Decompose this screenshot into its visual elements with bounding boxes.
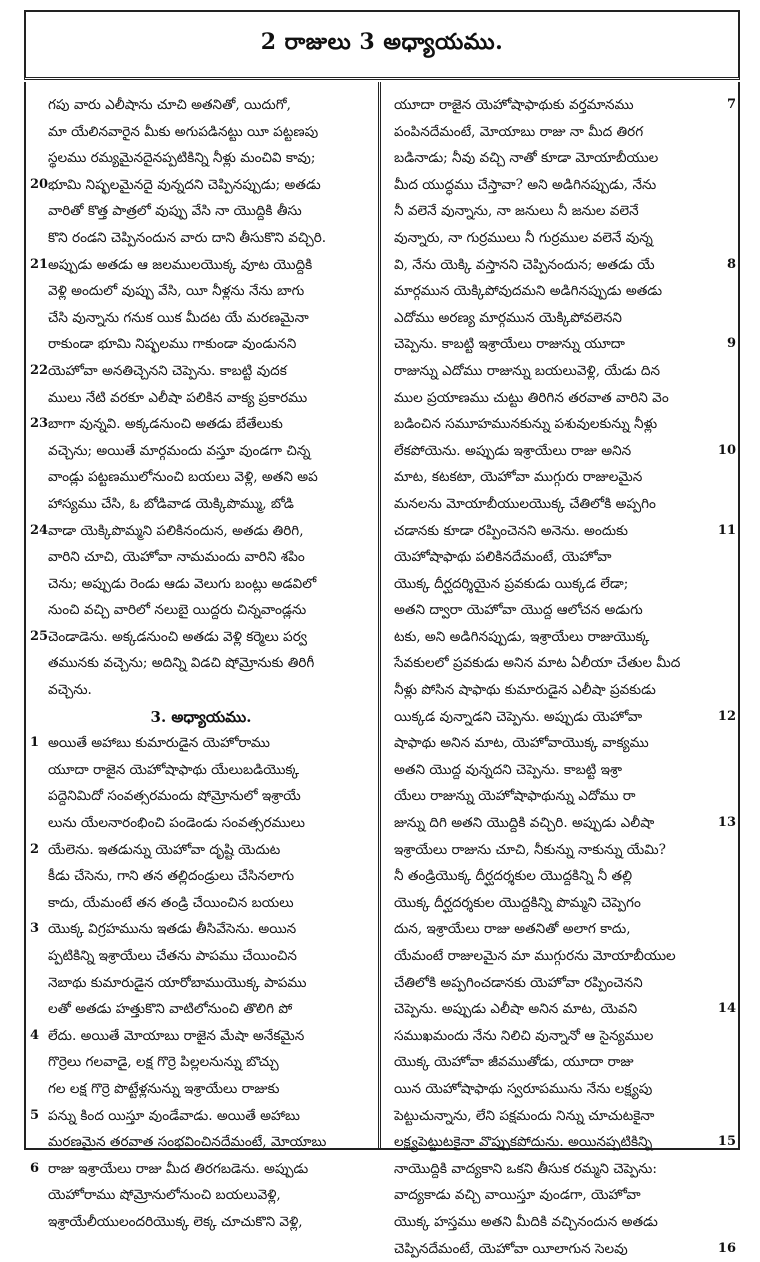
text-line: [392, 810, 736, 837]
text-line: [30, 385, 372, 412]
text-line: [30, 438, 372, 465]
line-text: వాడా యెక్కిపొమ్మని పలికినందున, అతడు తిరిగి,: [48, 522, 304, 539]
verse-number: 15: [717, 1134, 736, 1150]
text-line: [392, 438, 736, 465]
line-text: రాకుండా భూమి నిష్ఫలము గాకుండా వుండునని: [48, 336, 297, 353]
text-line: [392, 1129, 736, 1156]
text-line: [392, 198, 736, 225]
line-text: యిక్కడ వున్నాడని చెప్పెను. అప్పుడు యెహోవా: [394, 708, 643, 725]
line-text: బడినాడు; నీవు వచ్చి నాతో కూడా మోయాబీయుల: [394, 150, 659, 167]
line-text: పంపినదేమంటే, మోయాబు రాజు నా మీద తిరగ: [394, 123, 644, 140]
line-text: చడానకు కూడా రప్పించెనని అనెను. అందుకు: [394, 522, 628, 539]
text-line: [30, 996, 372, 1023]
line-text: చెప్పెను. కాబట్టి ఇశ్రాయేలు రాజున్ను యూదా: [394, 336, 625, 353]
text-line: [392, 92, 736, 119]
line-text: నుంచి వచ్చి వారిలో నలుబై యిద్దరు చిన్నవాండ్లను: [48, 602, 307, 619]
chapter-heading: [30, 704, 372, 731]
text-line: [392, 677, 736, 704]
line-text: చేతిలోకి అప్పగించడానకు యెహోవా రప్పించెనని: [394, 974, 643, 991]
line-text: లక్ష్యపెట్టుటకైనా వొప్పుకపోదును. అయినప్పటికిన్ని: [394, 1134, 653, 1151]
line-text: యెహోవా అనతిచ్చెనని చెప్పెను. కాబట్టి వుదక: [48, 362, 287, 379]
line-text: యొక్క దీర్ఘదర్శియైన ప్రవకుడు యిక్కడ లేడా;: [394, 575, 629, 592]
text-line: [392, 518, 736, 545]
text-line: [392, 385, 736, 412]
line-text: నీళ్లు పోసిన షాఫాథు కుమారుడైన ఎలీషా ప్రవకుడు: [394, 682, 656, 699]
verse-number: 20: [30, 176, 49, 192]
text-line: [392, 571, 736, 598]
line-text: మాట, కటకటా, యెహోవా ముగ్గురు రాజులమైన: [394, 469, 643, 486]
text-line: [392, 1103, 736, 1130]
text-line: [30, 1129, 372, 1156]
line-text: వి, నేను యెక్కి వస్తానని చెప్పినందున; అతడు యే: [394, 256, 655, 273]
line-text: వాద్యకాడు వచ్చి వాయిస్తూ వుండగా, యెహోవా: [394, 1187, 641, 1204]
verse-number: 13: [717, 815, 736, 831]
line-text: నాయొద్దికి వాద్యకాని ఒకని తీసుక రమ్మని చెప్పెను:: [394, 1160, 657, 1177]
line-text: యిన యెహోషాఫాథు స్వరూపమును నేను లక్ష్యపు: [394, 1080, 653, 1097]
line-text: టకు, అని అడిగినప్పుడు, ఇశ్రాయేలు రాజుయొక్క: [394, 628, 650, 645]
line-text: పన్ను కింద యిస్తూ వుండేవాడు. అయితే అహాబు: [48, 1107, 300, 1124]
line-text: అతని ద్వారా యెహోవా యొద్ద ఆలోచన అడుగు: [394, 602, 643, 619]
right-column: [392, 92, 736, 1262]
two-column-body: [24, 82, 740, 1257]
text-line: [392, 597, 736, 624]
line-text: అయితే అహాబు కుమారుడైన యెహోరాము: [48, 735, 270, 752]
text-line: [392, 970, 736, 997]
text-line: [392, 1209, 736, 1236]
text-line: [30, 411, 372, 438]
line-text: చెను; అప్పుడు రెండు ఆడు వెలుగు బంట్లు అడవిలో: [48, 575, 317, 592]
line-text: ఇశ్రాయేలు రాజును చూచి, నీకున్ను నాకున్ను యేమి?: [394, 841, 666, 858]
text-line: [30, 730, 372, 757]
line-text: బాగా వున్నవి. అక్కడనుంచి అతడు బేతేలుకు: [48, 416, 283, 433]
verse-number: 24: [30, 522, 49, 538]
line-text: రాజు ఇశ్రాయేలు రాజు మీద తిరగబడెను. అప్పుడు: [48, 1160, 309, 1177]
verse-number: 12: [717, 708, 736, 724]
line-text: ఇశ్రాయేలీయులందరియొక్క లెక్క చూచుకొని వెళ్లి,: [48, 1213, 303, 1230]
line-text: వచ్చెను; అయితే మార్గమందు వస్తూ వుండగా చిన్న: [48, 442, 311, 459]
verse-number: 8: [726, 256, 736, 272]
line-text: కీడు చేసెను, గాని తన తల్లిదండ్రులు చేసినలాగు: [48, 868, 295, 885]
text-line: [392, 544, 736, 571]
text-line: [30, 119, 372, 146]
text-line: [392, 278, 736, 305]
line-text: స్థలము రమ్యమైనదైనప్పటికిన్ని నీళ్లు మంచివి కావు;: [48, 150, 316, 167]
column-divider: [378, 82, 381, 1148]
text-line: [30, 464, 372, 491]
text-line: [30, 757, 372, 784]
line-text: సముఖమందు నేను నిలిచి వున్నానో ఆ సైన్యముల: [394, 1027, 654, 1044]
line-text: వారితో కొత్త పాత్రలో వుప్పు వేసి నా యొద్దికి తీసు: [48, 203, 302, 220]
line-text: వచ్చెను.: [48, 682, 92, 699]
verse-number: 4: [30, 1027, 40, 1043]
text-line: [30, 544, 372, 571]
text-line: [30, 1209, 372, 1236]
line-text: కాదు, యేమంటే తన తండ్రి చేయించిన బయలు: [48, 894, 294, 911]
verse-number: 10: [717, 442, 736, 458]
verse-number: 14: [717, 1001, 736, 1017]
line-text: గొర్రెలు గలవాడై, లక్ష గొర్రె పిల్లలనున్ను బొచ్చు: [48, 1054, 279, 1071]
line-text: సేవకులలో ప్రవకుడు అనిన మాట ఏలీయా చేతుల మీద: [394, 655, 681, 672]
verse-number: 16: [717, 1240, 736, 1256]
text-line: [392, 1049, 736, 1076]
text-line: [30, 810, 372, 837]
text-line: [392, 305, 736, 332]
text-line: [392, 624, 736, 651]
text-line: [392, 1156, 736, 1183]
line-text: యొక్క దీర్ఘదర్శకుల యొద్దకిన్ని పొమ్మని చెప్పెగం: [394, 894, 641, 911]
text-line: [30, 677, 372, 704]
text-line: [30, 943, 372, 970]
line-text: యూదా రాజైన యెహోషాఫాథుకు వర్తమానము: [394, 97, 634, 113]
line-text: ప్పటికిన్ని ఇశ్రాయేలు చేతను పాపము చేయించిన: [48, 948, 297, 964]
text-line: [392, 1076, 736, 1103]
line-text: యెహోషాఫాథు పలికినదేమంటే, యెహోవా: [394, 549, 612, 566]
text-line: [392, 863, 736, 890]
text-line: [30, 624, 372, 651]
line-text: భూమి నిష్ఫలమైనదై వున్నదని చెప్పినప్పుడు; అతడు: [48, 176, 321, 193]
verse-number: 6: [30, 1160, 40, 1176]
line-text: అప్పుడు అతడు ఆ జలములయొక్క వూట యొద్దికి: [48, 256, 313, 273]
line-text: బడించిన సమూహమునకున్ను పశువులకున్ను నీళ్లు: [394, 416, 658, 433]
text-line: [30, 278, 372, 305]
bible-page: [14, 10, 746, 1257]
line-text: ఎదోము అరణ్య మార్గమున యెక్కిపోవలెనని: [394, 309, 622, 326]
text-line: [392, 890, 736, 917]
text-line: [392, 331, 736, 358]
text-line: [30, 1023, 372, 1050]
verse-number: 7: [726, 97, 736, 112]
text-line: [30, 1076, 372, 1103]
text-line: [392, 411, 736, 438]
text-line: [392, 1023, 736, 1050]
text-line: [392, 1236, 736, 1262]
text-line: [392, 172, 736, 199]
text-line: [392, 943, 736, 970]
text-line: [30, 252, 372, 279]
text-line: [30, 650, 372, 677]
text-line: [30, 225, 372, 252]
text-line: [392, 119, 736, 146]
text-line: [392, 996, 736, 1023]
text-line: [392, 916, 736, 943]
verse-number: 1: [30, 735, 40, 751]
text-line: [30, 1182, 372, 1209]
line-text: చేసి వున్నాను గనుక యిక మీదట యే మరణమైనా: [48, 309, 309, 326]
text-line: [30, 1156, 372, 1183]
page-title: 2 రాజులు 3 అధ్యాయము.: [260, 29, 504, 55]
line-text: యొక్క యెహోవా జీవముతోడు, యూదా రాజు: [394, 1054, 634, 1071]
line-text: జున్ను దిగి అతని యొద్దికి వచ్చిరి. అప్పుడు ఎలీషా: [394, 815, 655, 832]
line-text: మీద యుద్ధము చేస్తావా? అని అడిగినప్పుడు, నేను: [394, 176, 657, 193]
line-text: లేకపోయెను. అప్పుడు ఇశ్రాయేలు రాజు అనిన: [394, 442, 632, 459]
line-text: హాస్యము చేసి, ఓ బోడివాడ యెక్కిపొమ్ము, బోడి: [48, 495, 294, 512]
text-line: [30, 571, 372, 598]
line-text: వెళ్లి అందులో వుప్పు వేసి, యీ నీళ్లను నేను బాగు: [48, 283, 305, 300]
text-line: [392, 358, 736, 385]
line-text: తమునకు వచ్చెను; అదిన్ని విడచి షోమ్రోనుకు తిరిగీ: [48, 655, 315, 672]
line-text: మా యేలినవారైన మీకు అగుపడినట్టు యీ పట్టణపు: [48, 123, 319, 140]
text-line: [30, 1049, 372, 1076]
verse-number: 25: [30, 628, 49, 644]
line-text: గపు వారు ఎలీషాను చూచి అతనితో, యిదుగో,: [48, 97, 291, 113]
verse-number: 9: [726, 336, 736, 352]
line-text: నీ వలెనే వున్నాను, నా జనులు నీ జనుల వలెనే: [394, 203, 639, 220]
line-text: యేలెను. ఇతడున్ను యెహోవా దృష్టి యెదుట: [48, 841, 281, 858]
verse-number: 11: [717, 522, 736, 538]
line-text: యెహోరాము షోమ్రోనులోనుంచి బయలువెళ్లి,: [48, 1187, 281, 1204]
line-text: మనలను మోయాబీయులయొక్క చేతిలోకి అప్పగిం: [394, 495, 656, 512]
text-line: [30, 305, 372, 332]
line-text: లును యేలనారంభించి పండెండు సంవత్సరములు: [48, 815, 305, 832]
text-line: [392, 491, 736, 518]
line-text: నీ తండ్రియొక్క దీర్ఘదర్శకుల యొద్దకిన్ని నీ తల్లి: [394, 868, 633, 885]
text-line: [30, 783, 372, 810]
line-text: చెప్పినదేమంటే, యెహోవా యీలాగున సెలవు: [394, 1240, 628, 1257]
text-line: [30, 597, 372, 624]
line-text: అతని యొద్ద వున్నదని చెప్పెను. కాబట్టి ఇశ్రా: [394, 761, 622, 778]
line-text: దున, ఇశ్రాయేలు రాజు అతనితో అలాగ కాదు,: [394, 921, 631, 938]
verse-number: 22: [30, 362, 49, 378]
verse-number: 3: [30, 921, 40, 937]
text-line: [30, 92, 372, 119]
line-text: 3. అధ్యాయము.: [150, 707, 252, 726]
text-line: [30, 1103, 372, 1130]
line-text: యేమంటే రాజులమైన మా ముగ్గురను మోయాబీయుల: [394, 948, 676, 964]
line-text: యొక్క విగ్రహమును ఇతడు తీసివేసెను. అయిన: [48, 921, 297, 938]
line-text: పెట్టుచున్నాను, లేని పక్షమందు నిన్ను చూచుటకైనా: [394, 1107, 655, 1124]
line-text: మరణమైన తరవాత సంభవించినదేమంటే, మోయాబు: [48, 1134, 327, 1151]
text-line: [30, 145, 372, 172]
text-line: [392, 783, 736, 810]
line-text: షాఫాథు అనిన మాట, యెహోవాయొక్క వాక్యము: [394, 735, 649, 752]
line-text: వున్నారు, నా గుర్రములు నీ గుర్రముల వలెనే వున్న: [394, 229, 653, 246]
line-text: గల లక్ష గొర్రె పొట్టేళ్లనున్ను ఇశ్రాయేలు రాజుకు: [48, 1080, 280, 1097]
line-text: పద్దెనిమిదో సంవత్సరమందు షోమ్రోనులో ఇశ్రాయే: [48, 788, 301, 805]
verse-number: 23: [30, 416, 49, 432]
line-text: వాండ్లు పట్టణములోనుంచి బయలు వెళ్లి, అతని అప: [48, 469, 318, 486]
text-line: [392, 464, 736, 491]
text-line: [392, 704, 736, 731]
verse-number: 2: [30, 841, 40, 857]
text-line: [392, 145, 736, 172]
line-text: యొక్క హస్తము అతని మీదికి వచ్చినందున అతడు: [394, 1213, 658, 1230]
text-line: [30, 198, 372, 225]
text-line: [30, 331, 372, 358]
line-text: యూదా రాజైన యెహోషాఫాథు యేలుబడియొక్క: [48, 761, 300, 778]
line-text: మార్గమున యెక్కిపోవుదమని అడిగినప్పుడు అతడు: [394, 283, 663, 300]
line-text: ముల ప్రయాణము చుట్టు తిరిగిన తరవాత వారిని వెం: [394, 389, 669, 406]
line-text: చెప్పెను. అప్పుడు ఎలీషా అనిన మాట, యెవని: [394, 1001, 638, 1018]
text-line: [30, 518, 372, 545]
text-line: [392, 730, 736, 757]
text-line: [30, 358, 372, 385]
page-header: [24, 10, 740, 80]
line-text: యేలు రాజున్ను యెహోషాఫాథున్ను ఎదోము రా: [394, 788, 636, 805]
line-text: వారిని చూచి, యెహోవా నామమందు వారిని శపిం: [48, 549, 305, 566]
left-column: [30, 92, 372, 1236]
text-line: [30, 837, 372, 864]
line-text: కొని రండని చెప్పినందున వారు దాని తీసుకొని వచ్చిరి.: [48, 229, 327, 246]
text-line: [392, 837, 736, 864]
line-text: నెబాథు కుమారుడైన యారోబాముయొక్క పాపము: [48, 974, 307, 991]
text-line: [392, 225, 736, 252]
text-line: [30, 916, 372, 943]
text-line: [30, 491, 372, 518]
text-line: [30, 970, 372, 997]
text-line: [392, 1182, 736, 1209]
text-line: [30, 863, 372, 890]
line-text: ములు నేటి వరకూ ఎలీషా పలికిన వాక్య ప్రకారము: [48, 389, 308, 406]
text-line: [392, 252, 736, 279]
text-line: [392, 757, 736, 784]
text-line: [392, 650, 736, 677]
line-text: లేదు. అయితే మోయాబు రాజైన మేషా అనేకమైన: [48, 1027, 305, 1044]
text-line: [30, 890, 372, 917]
line-text: చెండాడెను. అక్కడనుంచి అతడు వెళ్లి కర్మెలు పర్వ: [48, 628, 307, 645]
verse-number: 5: [30, 1107, 40, 1123]
line-text: రాజున్ను ఎదోము రాజున్ను బయలువెళ్లి, యేడు దిన: [394, 362, 661, 379]
text-line: [30, 172, 372, 199]
verse-number: 21: [30, 256, 49, 272]
line-text: లతో అతడు హత్తుకొని వాటిలోనుంచి తొలిగి పో: [48, 1001, 293, 1018]
